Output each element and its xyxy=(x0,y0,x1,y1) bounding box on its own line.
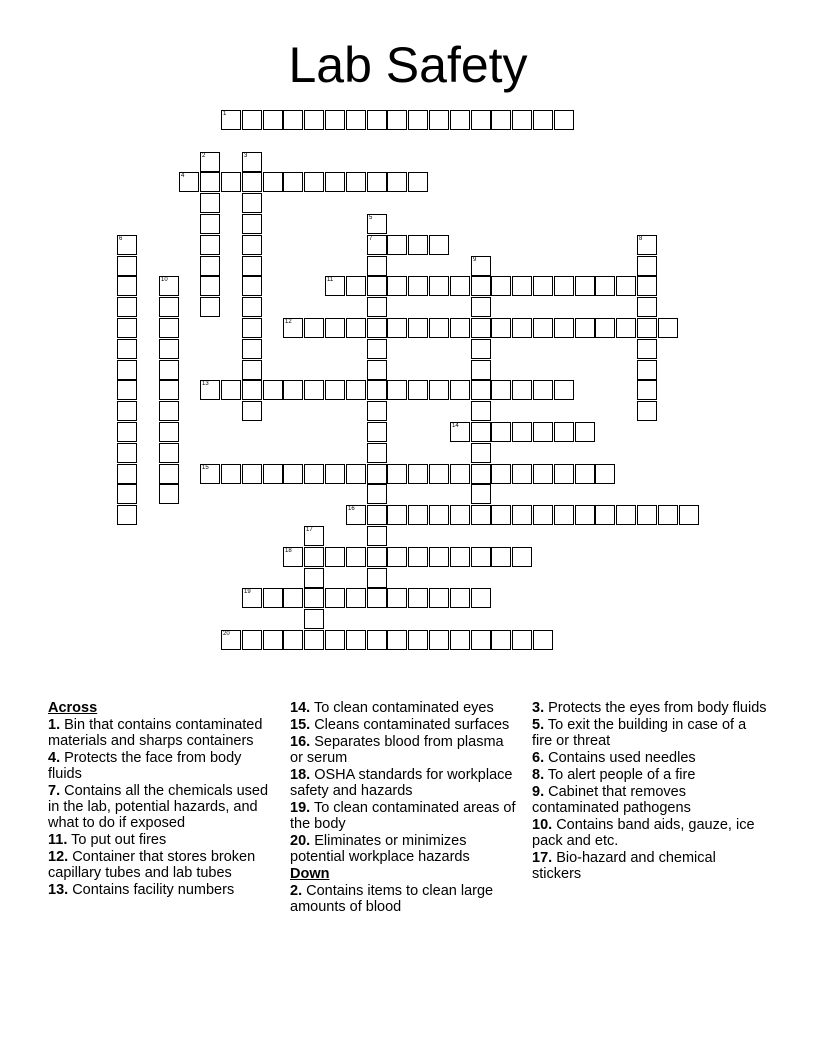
crossword-cell[interactable] xyxy=(367,484,387,504)
crossword-cell[interactable] xyxy=(304,630,324,650)
cell-number: 7 xyxy=(369,236,373,242)
crossword-cell[interactable] xyxy=(658,505,678,525)
crossword-cell[interactable] xyxy=(117,339,137,359)
crossword-cell[interactable] xyxy=(283,318,303,338)
clue-down-10: 10. Contains band aids, gauze, ice pack and etc. xyxy=(532,817,755,849)
clue-across-15: 15. Cleans contaminated surfaces xyxy=(290,717,510,733)
crossword-cell[interactable] xyxy=(367,443,387,463)
crossword-cell[interactable] xyxy=(471,318,491,338)
crossword-cell[interactable] xyxy=(450,505,470,525)
crossword-cell[interactable] xyxy=(159,360,179,380)
crossword-cell[interactable] xyxy=(367,235,387,255)
crossword-cell[interactable] xyxy=(242,256,262,276)
crossword-cell[interactable] xyxy=(450,380,470,400)
crossword-cell[interactable] xyxy=(242,464,262,484)
crossword-cell[interactable] xyxy=(200,276,220,296)
crossword-cell[interactable] xyxy=(200,464,220,484)
clue-across-4: 4. Protects the face from body fluids xyxy=(48,750,242,782)
crossword-cell[interactable] xyxy=(367,276,387,296)
crossword-cell[interactable] xyxy=(117,297,137,317)
crossword-cell[interactable] xyxy=(242,588,262,608)
crossword-cell[interactable] xyxy=(471,297,491,317)
crossword-cell[interactable] xyxy=(242,193,262,213)
crossword-cell[interactable] xyxy=(512,422,532,442)
cell-number: 19 xyxy=(244,589,251,595)
crossword-cell[interactable] xyxy=(221,110,241,130)
crossword-cell[interactable] xyxy=(159,443,179,463)
crossword-cell[interactable] xyxy=(408,318,428,338)
crossword-cell[interactable] xyxy=(491,276,511,296)
crossword-cell[interactable] xyxy=(471,422,491,442)
crossword-cell[interactable] xyxy=(471,360,491,380)
crossword-cell[interactable] xyxy=(471,256,491,276)
crossword-cell[interactable] xyxy=(512,276,532,296)
crossword-cell[interactable] xyxy=(367,214,387,234)
crossword-cell[interactable] xyxy=(283,630,303,650)
crossword-cell[interactable] xyxy=(408,235,428,255)
crossword-cell[interactable] xyxy=(637,380,657,400)
crossword-cell[interactable] xyxy=(512,380,532,400)
crossword-cell[interactable] xyxy=(242,318,262,338)
crossword-cell[interactable] xyxy=(117,464,137,484)
crossword-cell[interactable] xyxy=(533,630,553,650)
crossword-cell[interactable] xyxy=(325,276,345,296)
crossword-cell[interactable] xyxy=(242,110,262,130)
cell-number: 2 xyxy=(202,153,206,159)
crossword-cell[interactable] xyxy=(471,547,491,567)
crossword-cell[interactable] xyxy=(242,172,262,192)
crossword-cell[interactable] xyxy=(471,505,491,525)
cell-number: 10 xyxy=(161,277,168,283)
crossword-cell[interactable] xyxy=(117,422,137,442)
crossword-cell[interactable] xyxy=(367,339,387,359)
crossword-cell[interactable] xyxy=(408,464,428,484)
crossword-cell[interactable] xyxy=(117,318,137,338)
crossword-cell[interactable] xyxy=(346,380,366,400)
clue-column-2 xyxy=(290,700,520,916)
crossword-cell[interactable] xyxy=(200,256,220,276)
cell-number: 1 xyxy=(223,111,227,117)
crossword-cell[interactable] xyxy=(283,588,303,608)
crossword-cell[interactable] xyxy=(408,505,428,525)
cell-number: 4 xyxy=(181,173,185,179)
crossword-cell[interactable] xyxy=(575,505,595,525)
cell-number: 13 xyxy=(202,381,209,387)
clue-across-16: 16. Separates blood from plasma or serum xyxy=(290,734,504,766)
crossword-cell[interactable] xyxy=(367,256,387,276)
crossword-cell[interactable] xyxy=(387,110,407,130)
crossword-cell[interactable] xyxy=(408,380,428,400)
crossword-cell[interactable] xyxy=(346,276,366,296)
crossword-cell[interactable] xyxy=(117,443,137,463)
clue-across-18: 18. OSHA standards for workplace safety and hazards xyxy=(290,767,513,799)
crossword-cell[interactable] xyxy=(637,401,657,421)
crossword-cell[interactable] xyxy=(179,172,199,192)
crossword-cell[interactable] xyxy=(221,172,241,192)
crossword-cell[interactable] xyxy=(554,276,574,296)
crossword-cell[interactable] xyxy=(325,464,345,484)
crossword-cell[interactable] xyxy=(408,588,428,608)
crossword-cell[interactable] xyxy=(408,547,428,567)
cell-number: 9 xyxy=(473,257,477,263)
crossword-cell[interactable] xyxy=(533,505,553,525)
crossword-cell[interactable] xyxy=(242,360,262,380)
crossword-cell[interactable] xyxy=(429,318,449,338)
crossword-cell[interactable] xyxy=(242,339,262,359)
clue-column-1 xyxy=(48,700,278,899)
crossword-cell[interactable] xyxy=(221,464,241,484)
crossword-cell[interactable] xyxy=(408,172,428,192)
crossword-cell[interactable] xyxy=(429,110,449,130)
crossword-cell[interactable] xyxy=(679,505,699,525)
crossword-cell[interactable] xyxy=(471,380,491,400)
cell-number: 5 xyxy=(369,215,373,221)
crossword-cell[interactable] xyxy=(491,422,511,442)
crossword-cell[interactable] xyxy=(387,318,407,338)
crossword-cell[interactable] xyxy=(387,235,407,255)
crossword-cell[interactable] xyxy=(367,318,387,338)
crossword-cell[interactable] xyxy=(200,235,220,255)
across-heading: Across xyxy=(48,700,98,716)
crossword-cell[interactable] xyxy=(367,110,387,130)
crossword-cell[interactable] xyxy=(387,547,407,567)
crossword-cell[interactable] xyxy=(637,297,657,317)
crossword-cell[interactable] xyxy=(387,380,407,400)
crossword-cell[interactable] xyxy=(471,339,491,359)
crossword-cell[interactable] xyxy=(263,588,283,608)
crossword-cell[interactable] xyxy=(304,318,324,338)
crossword-cell[interactable] xyxy=(367,380,387,400)
crossword-cell[interactable] xyxy=(367,547,387,567)
crossword-cell[interactable] xyxy=(325,630,345,650)
crossword-cell[interactable] xyxy=(283,547,303,567)
crossword-cell[interactable] xyxy=(346,110,366,130)
crossword-cell[interactable] xyxy=(159,276,179,296)
cell-number: 8 xyxy=(639,236,643,242)
crossword-cell[interactable] xyxy=(429,630,449,650)
crossword-cell[interactable] xyxy=(595,276,615,296)
crossword-cell[interactable] xyxy=(242,276,262,296)
crossword-cell[interactable] xyxy=(387,464,407,484)
crossword-cell[interactable] xyxy=(117,235,137,255)
clue-across-7: 7. Contains all the chemicals used in the lab, potential hazards, and what to do if exposed xyxy=(48,783,269,831)
crossword-cell[interactable] xyxy=(512,505,532,525)
crossword-cell[interactable] xyxy=(512,318,532,338)
clue-down-9: 9. Cabinet that removes contaminated pathogens xyxy=(532,784,691,816)
crossword-cell[interactable] xyxy=(117,276,137,296)
crossword-cell[interactable] xyxy=(242,214,262,234)
crossword-cell[interactable] xyxy=(408,110,428,130)
crossword-cell[interactable] xyxy=(450,630,470,650)
crossword-cell[interactable] xyxy=(304,609,324,629)
crossword-cell[interactable] xyxy=(117,484,137,504)
crossword-cell[interactable] xyxy=(346,630,366,650)
crossword-cell[interactable] xyxy=(304,588,324,608)
crossword-cell[interactable] xyxy=(325,318,345,338)
crossword-cell[interactable] xyxy=(367,630,387,650)
crossword-cell[interactable] xyxy=(200,297,220,317)
crossword-cell[interactable] xyxy=(159,318,179,338)
crossword-cell[interactable] xyxy=(429,464,449,484)
crossword-cell[interactable] xyxy=(554,318,574,338)
crossword-cell[interactable] xyxy=(346,588,366,608)
crossword-cell[interactable] xyxy=(221,380,241,400)
crossword-cell[interactable] xyxy=(575,422,595,442)
cell-number: 14 xyxy=(452,423,459,429)
crossword-cell[interactable] xyxy=(387,588,407,608)
crossword-cell[interactable] xyxy=(554,464,574,484)
crossword-cell[interactable] xyxy=(304,464,324,484)
crossword-cell[interactable] xyxy=(512,547,532,567)
clue-down-17: 17. Bio-hazard and chemical stickers xyxy=(532,850,716,882)
cell-number: 11 xyxy=(327,277,334,283)
clue-across-20: 20. Eliminates or minimizes potential workplace hazards xyxy=(290,833,470,865)
crossword-cell[interactable] xyxy=(200,214,220,234)
crossword-cell[interactable] xyxy=(263,380,283,400)
crossword-cell[interactable] xyxy=(200,172,220,192)
crossword-cell[interactable] xyxy=(346,318,366,338)
crossword-cell[interactable] xyxy=(450,276,470,296)
crossword-cell[interactable] xyxy=(325,547,345,567)
crossword-cell[interactable] xyxy=(117,256,137,276)
crossword-cell[interactable] xyxy=(595,505,615,525)
crossword-cell[interactable] xyxy=(387,630,407,650)
crossword-cell[interactable] xyxy=(471,630,491,650)
crossword-cell[interactable] xyxy=(429,235,449,255)
clue-column-3 xyxy=(532,700,767,883)
crossword-cell[interactable] xyxy=(346,172,366,192)
crossword-cell[interactable] xyxy=(471,276,491,296)
crossword-cell[interactable] xyxy=(159,401,179,421)
crossword-cell[interactable] xyxy=(637,505,657,525)
crossword-cell[interactable] xyxy=(367,568,387,588)
crossword-cell[interactable] xyxy=(637,256,657,276)
crossword-cell[interactable] xyxy=(283,110,303,130)
crossword-cell[interactable] xyxy=(263,172,283,192)
crossword-cell[interactable] xyxy=(533,318,553,338)
clue-across-13: 13. Contains facility numbers xyxy=(48,882,235,898)
crossword-cell[interactable] xyxy=(346,547,366,567)
crossword-cell[interactable] xyxy=(367,464,387,484)
crossword-cell[interactable] xyxy=(575,276,595,296)
crossword-cell[interactable] xyxy=(408,276,428,296)
crossword-cell[interactable] xyxy=(283,380,303,400)
crossword-cell[interactable] xyxy=(117,380,137,400)
cell-number: 12 xyxy=(285,319,292,325)
crossword-cell[interactable] xyxy=(117,360,137,380)
crossword-cell[interactable] xyxy=(471,464,491,484)
crossword-cell[interactable] xyxy=(450,110,470,130)
crossword-cell[interactable] xyxy=(471,588,491,608)
crossword-cell[interactable] xyxy=(242,630,262,650)
cell-number: 18 xyxy=(285,548,292,554)
crossword-cell[interactable] xyxy=(429,380,449,400)
crossword-cell[interactable] xyxy=(304,110,324,130)
crossword-cell[interactable] xyxy=(491,630,511,650)
crossword-cell[interactable] xyxy=(263,630,283,650)
crossword-cell[interactable] xyxy=(242,235,262,255)
crossword-cell[interactable] xyxy=(346,505,366,525)
crossword-cell[interactable] xyxy=(283,172,303,192)
crossword-cell[interactable] xyxy=(325,380,345,400)
crossword-cell[interactable] xyxy=(429,505,449,525)
crossword-cell[interactable] xyxy=(429,276,449,296)
cell-number: 6 xyxy=(119,236,123,242)
crossword-cell[interactable] xyxy=(554,110,574,130)
clue-across-1: 1. Bin that contains contaminated materials and sharps containers xyxy=(48,717,263,749)
page-title: Lab Safety xyxy=(288,37,528,93)
down-heading: Down xyxy=(290,866,330,882)
crossword-cell[interactable] xyxy=(242,380,262,400)
crossword-cell[interactable] xyxy=(533,380,553,400)
crossword-cell[interactable] xyxy=(429,588,449,608)
cell-number: 15 xyxy=(202,465,209,471)
crossword-cell[interactable] xyxy=(637,360,657,380)
crossword-cell[interactable] xyxy=(304,380,324,400)
crossword-cell[interactable] xyxy=(242,297,262,317)
crossword-cell[interactable] xyxy=(367,588,387,608)
crossword-cell[interactable] xyxy=(159,380,179,400)
crossword-cell[interactable] xyxy=(554,422,574,442)
crossword-cell[interactable] xyxy=(367,422,387,442)
crossword-cell[interactable] xyxy=(387,505,407,525)
crossword-cell[interactable] xyxy=(367,401,387,421)
crossword-cell[interactable] xyxy=(471,401,491,421)
crossword-cell[interactable] xyxy=(637,276,657,296)
crossword-cell[interactable] xyxy=(450,422,470,442)
crossword-cell[interactable] xyxy=(616,505,636,525)
crossword-cell[interactable] xyxy=(159,484,179,504)
clue-down-6: 6. Contains used needles xyxy=(532,750,696,766)
crossword-cell[interactable] xyxy=(159,339,179,359)
crossword-cell[interactable] xyxy=(616,318,636,338)
crossword-cell[interactable] xyxy=(367,172,387,192)
clue-down-5: 5. To exit the building in case of a fire or threat xyxy=(532,717,747,749)
crossword-cell[interactable] xyxy=(304,172,324,192)
crossword-cell[interactable] xyxy=(491,110,511,130)
crossword-cell[interactable] xyxy=(200,152,220,172)
clue-across-11: 11. To put out fires xyxy=(48,832,167,848)
crossword-cell[interactable] xyxy=(512,630,532,650)
crossword-cell[interactable] xyxy=(200,380,220,400)
crossword-cell[interactable] xyxy=(367,505,387,525)
crossword-cell[interactable] xyxy=(637,235,657,255)
crossword-cell[interactable] xyxy=(367,360,387,380)
clue-down-2: 2. Contains items to clean large amounts of blood xyxy=(290,883,494,915)
crossword-cell[interactable] xyxy=(367,526,387,546)
clue-across-14: 14. To clean contaminated eyes xyxy=(290,700,494,716)
crossword-cell[interactable] xyxy=(512,110,532,130)
crossword-cell[interactable] xyxy=(159,422,179,442)
crossword-cell[interactable] xyxy=(450,464,470,484)
crossword-cell[interactable] xyxy=(491,464,511,484)
crossword-cell[interactable] xyxy=(595,464,615,484)
crossword-cell[interactable] xyxy=(533,464,553,484)
crossword-cell[interactable] xyxy=(408,630,428,650)
clue-down-8: 8. To alert people of a fire xyxy=(532,767,696,783)
crossword-cell[interactable] xyxy=(491,380,511,400)
crossword-cell[interactable] xyxy=(471,110,491,130)
clue-down-3: 3. Protects the eyes from body fluids xyxy=(532,700,767,716)
cell-number: 16 xyxy=(348,506,355,512)
crossword-cell[interactable] xyxy=(200,193,220,213)
crossword-cell[interactable] xyxy=(283,464,303,484)
crossword-cell[interactable] xyxy=(263,464,283,484)
crossword-cell[interactable] xyxy=(554,505,574,525)
crossword-cell[interactable] xyxy=(637,318,657,338)
crossword-cell[interactable] xyxy=(429,547,449,567)
crossword-cell[interactable] xyxy=(325,588,345,608)
crossword-cell[interactable] xyxy=(575,464,595,484)
crossword-cell[interactable] xyxy=(616,276,636,296)
crossword-cell[interactable] xyxy=(304,547,324,567)
crossword-cell[interactable] xyxy=(533,276,553,296)
crossword-cell[interactable] xyxy=(471,484,491,504)
cell-number: 20 xyxy=(223,631,230,637)
crossword-cell[interactable] xyxy=(491,318,511,338)
crossword-cell[interactable] xyxy=(658,318,678,338)
crossword-cell[interactable] xyxy=(325,172,345,192)
crossword-cell[interactable] xyxy=(242,152,262,172)
crossword-cell[interactable] xyxy=(242,401,262,421)
clue-across-19: 19. To clean contaminated areas of the body xyxy=(290,800,516,832)
crossword-cell[interactable] xyxy=(450,318,470,338)
crossword-cell[interactable] xyxy=(387,172,407,192)
crossword-cell[interactable] xyxy=(304,568,324,588)
crossword-cell[interactable] xyxy=(367,297,387,317)
crossword-cell[interactable] xyxy=(117,401,137,421)
crossword-cell[interactable] xyxy=(450,547,470,567)
crossword-cell[interactable] xyxy=(304,526,324,546)
crossword-cell[interactable] xyxy=(491,547,511,567)
crossword-cell[interactable] xyxy=(491,505,511,525)
crossword-cell[interactable] xyxy=(637,339,657,359)
crossword-cell[interactable] xyxy=(387,276,407,296)
crossword-cell[interactable] xyxy=(533,422,553,442)
cell-number: 3 xyxy=(244,153,248,159)
crossword-cell[interactable] xyxy=(263,110,283,130)
crossword-cell[interactable] xyxy=(221,630,241,650)
crossword-cell[interactable] xyxy=(159,464,179,484)
crossword-cell[interactable] xyxy=(346,464,366,484)
clue-across-12: 12. Container that stores broken capillary tubes and lab tubes xyxy=(48,849,256,881)
crossword-cell[interactable] xyxy=(512,464,532,484)
crossword-cell[interactable] xyxy=(595,318,615,338)
crossword-cell[interactable] xyxy=(325,110,345,130)
crossword-cell[interactable] xyxy=(159,297,179,317)
crossword-cell[interactable] xyxy=(471,443,491,463)
crossword-cell[interactable] xyxy=(554,380,574,400)
crossword-cell[interactable] xyxy=(533,110,553,130)
cell-number: 17 xyxy=(306,527,313,533)
crossword-cell[interactable] xyxy=(450,588,470,608)
crossword-cell[interactable] xyxy=(575,318,595,338)
crossword-cell[interactable] xyxy=(117,505,137,525)
